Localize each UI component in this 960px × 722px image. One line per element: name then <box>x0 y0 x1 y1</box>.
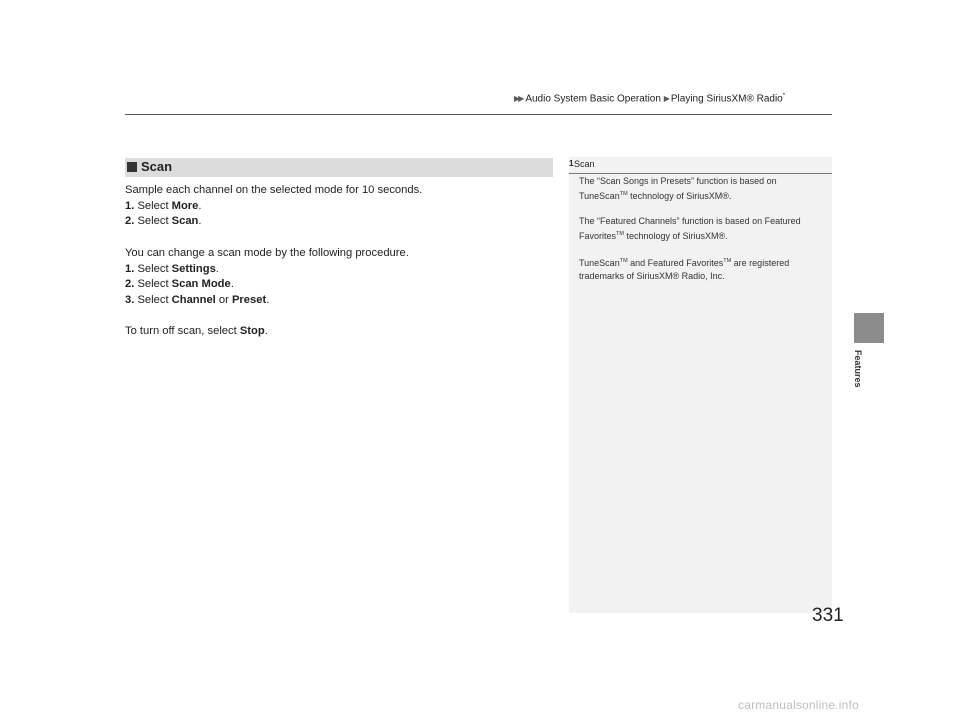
note-paragraph: TuneScan™ and Featured Favorites™ are registered trademarks of SiriusXM® Radio, Inc. <box>579 258 790 281</box>
side-note-panel <box>569 157 832 613</box>
double-arrow-icon: ▶▶ <box>514 94 523 104</box>
breadcrumb-part2: Playing SiriusXM® Radio <box>670 93 783 105</box>
body-text <box>125 183 545 340</box>
step-item: 3. Select Channel or Preset. <box>125 293 270 306</box>
step-item: 1. Select Settings. <box>125 262 219 275</box>
section-title: Scan <box>141 159 173 174</box>
turn-off-text: To turn off scan, select Stop. <box>125 325 268 338</box>
watermark-text: carmanualsonline.info <box>738 698 859 712</box>
square-bullet-icon <box>127 162 137 172</box>
arrow-icon: ▶ <box>663 94 668 104</box>
step-item: 2. Select Scan. <box>125 215 202 228</box>
note-title: Scan <box>574 159 595 169</box>
page-number: 331 <box>812 605 844 626</box>
side-tab-block <box>854 313 884 343</box>
side-tab-label: Features <box>853 350 863 388</box>
step-item: 1. Select More. <box>125 199 202 212</box>
note-paragraph: The “Featured Channels” function is based on Featured Favorites™ technology of SiriusXM®. <box>579 216 801 241</box>
header-rule <box>125 114 832 115</box>
note-body <box>579 175 824 295</box>
section-heading <box>125 158 553 177</box>
asterisk: * <box>782 93 786 99</box>
breadcrumb <box>514 93 785 104</box>
mode-intro-text: You can change a scan mode by the following procedure. <box>125 246 409 259</box>
note-header <box>569 159 832 174</box>
note-paragraph: The “Scan Songs in Presets” function is based on TuneScan™ technology of SiriusXM®. <box>579 176 777 201</box>
note-number: 1 <box>569 159 574 168</box>
step-item: 2. Select Scan Mode. <box>125 278 234 291</box>
breadcrumb-part1: Audio System Basic Operation <box>525 93 661 105</box>
intro-text: Sample each channel on the selected mode for 10 seconds. <box>125 184 423 196</box>
